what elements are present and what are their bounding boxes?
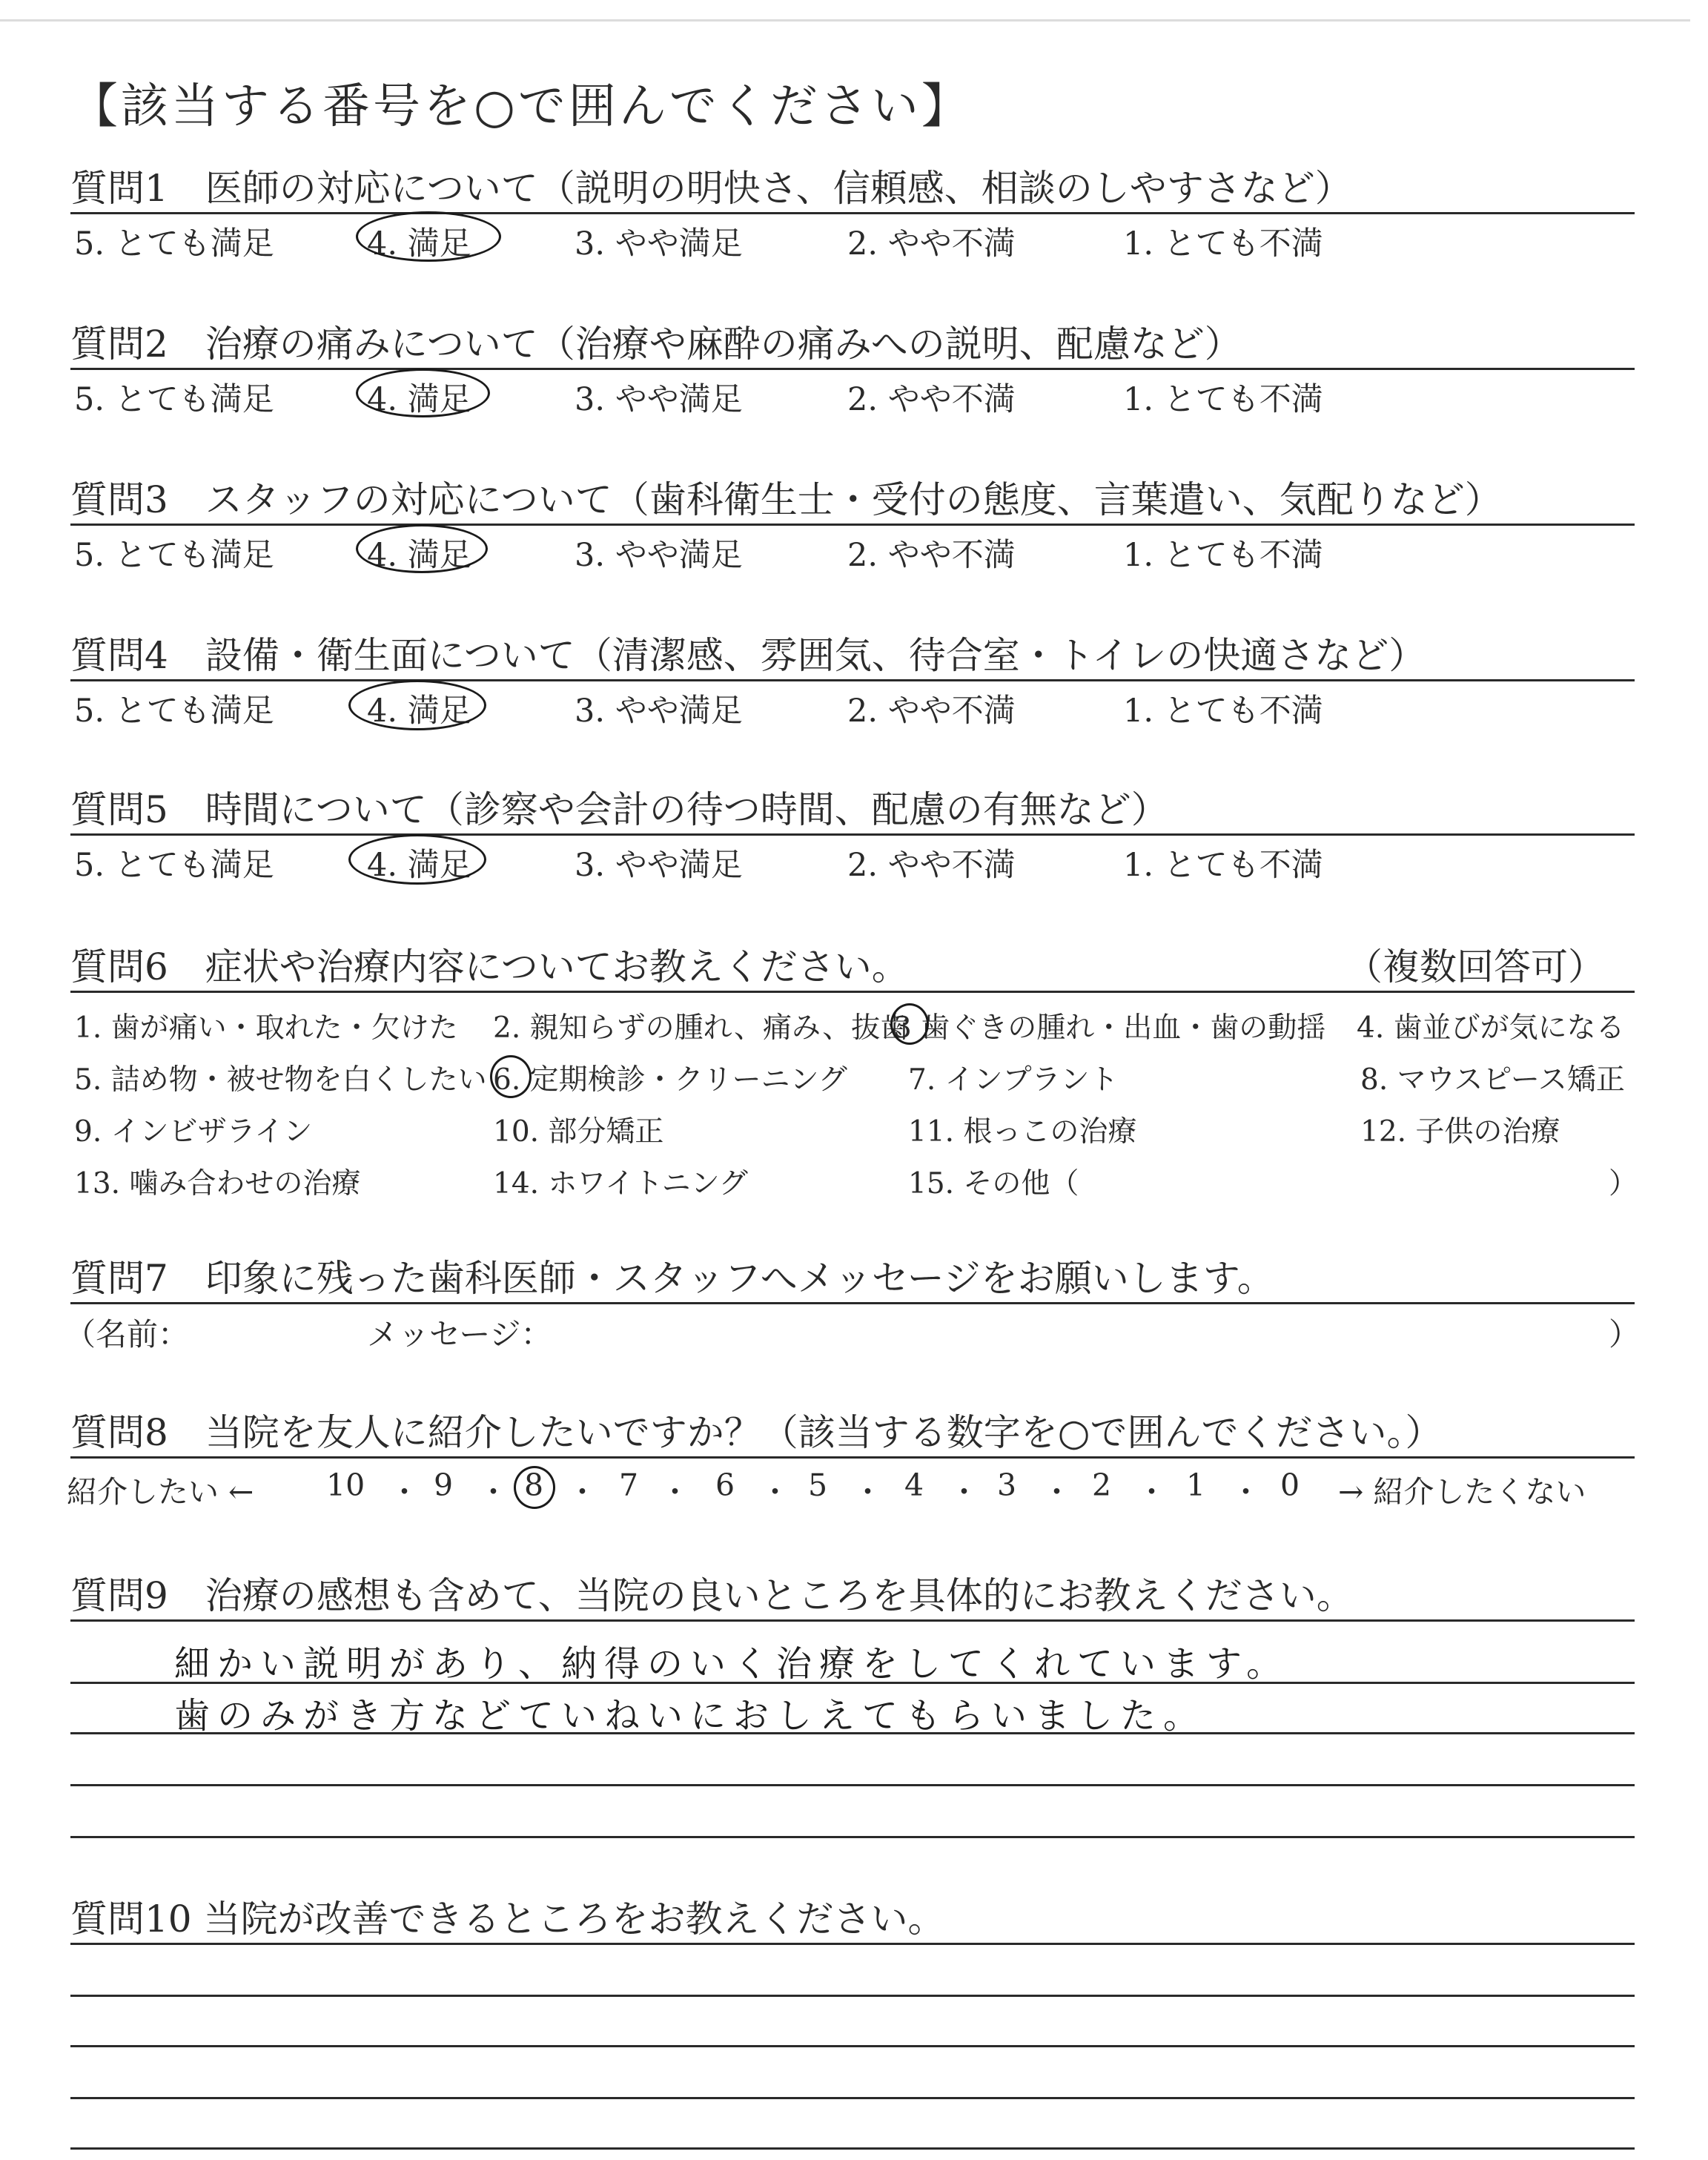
- question-2-options: [70, 370, 1635, 422]
- recommend-label: 紹介したい ←: [67, 1474, 254, 1510]
- question-2: [70, 320, 1635, 422]
- option-2[interactable]: 2. やや不満: [847, 225, 1016, 262]
- question-10-title: 質問10 当院が改善できるところをお教えください。: [70, 1898, 945, 1941]
- question-5-options: [70, 836, 1635, 888]
- question-6-title-row: [70, 943, 1635, 991]
- option-4-selected[interactable]: 4. 満足: [367, 847, 471, 884]
- handwritten-answer-line-1[interactable]: 細かい説明があり、納得のいく治療をしてくれています。: [174, 1643, 1290, 1685]
- selection-circle: [890, 1003, 929, 1045]
- scale-dot: ・: [1042, 1474, 1072, 1510]
- scale-dot: ・: [478, 1474, 509, 1510]
- option-2[interactable]: 2. やや不満: [847, 847, 1016, 884]
- answer-line: [70, 2045, 1635, 2047]
- symptom-option-8[interactable]: 8. マウスピース矯正: [1360, 1063, 1625, 1097]
- message-close-paren: ）: [1609, 1316, 1641, 1353]
- option-5[interactable]: 5. とても満足: [74, 693, 274, 730]
- question-8: [67, 1409, 1635, 1510]
- scale-6[interactable]: 6: [715, 1467, 735, 1503]
- option-1[interactable]: 1. とても不満: [1123, 381, 1323, 418]
- scale-2[interactable]: 2: [1092, 1467, 1112, 1503]
- multiple-answers-note: （複数回答可）: [1345, 945, 1605, 988]
- recommend-scale: [67, 1459, 1635, 1510]
- option-2[interactable]: 2. やや不満: [847, 537, 1016, 574]
- scale-3[interactable]: 3: [997, 1467, 1017, 1503]
- question-4: [70, 632, 1635, 733]
- scale-4[interactable]: 4: [904, 1467, 924, 1503]
- answer-line: [70, 1995, 1635, 1997]
- question-5: [70, 786, 1635, 888]
- symptom-option-7[interactable]: 7. インプラント: [908, 1063, 1119, 1097]
- scan-edge-line: [0, 19, 1690, 22]
- selection-circle: [514, 1466, 555, 1509]
- scale-1[interactable]: 1: [1186, 1467, 1206, 1503]
- message-field[interactable]: [64, 1304, 1641, 1356]
- option-3[interactable]: 3. やや満足: [575, 693, 743, 730]
- option-4-selected[interactable]: 4. 満足: [367, 537, 471, 574]
- message-label: メッセージ：: [367, 1316, 552, 1353]
- question-2-title: 質問2 治療の痛みについて（治療や麻酔の痛みへの説明、配慮など）: [70, 323, 1242, 366]
- other-close-paren: ）: [1609, 1167, 1638, 1200]
- question-6-options: [70, 993, 1638, 1200]
- question-9-title: 質問9 治療の感想も含めて、当院の良いところを具体的にお教えください。: [70, 1574, 1354, 1617]
- symptom-option-10[interactable]: 10. 部分矯正: [493, 1115, 664, 1149]
- question-3-options: [70, 526, 1635, 578]
- question-1: [70, 165, 1635, 266]
- question-7: [64, 1255, 1641, 1356]
- option-3[interactable]: 3. やや満足: [575, 225, 743, 262]
- symptom-option-13[interactable]: 13. 噛み合わせの治療: [74, 1167, 361, 1200]
- scale-9[interactable]: 9: [434, 1467, 454, 1503]
- question-4-title: 質問4 設備・衛生面について（清潔感、雰囲気、待合室・トイレの快適さなど）: [70, 634, 1426, 677]
- selection-circle: [356, 211, 501, 262]
- question-1-title: 質問1 医師の対応について（説明の明快さ、信頼感、相談のしやすさなど）: [70, 167, 1352, 210]
- symptom-option-3-selected[interactable]: 3 歯ぐきの腫れ・出血・歯の動揺: [893, 1011, 1326, 1045]
- symptom-option-11[interactable]: 11. 根っこの治療: [908, 1115, 1137, 1149]
- question-8-title: 質問8 当院を友人に紹介したいですか？（該当する数字を○で囲んでください。）: [70, 1411, 1443, 1454]
- option-2[interactable]: 2. やや不満: [847, 693, 1016, 730]
- question-9: [70, 1572, 1635, 1622]
- handwritten-answer-line-2[interactable]: 歯のみがき方などていねいにおしえてもらいました。: [174, 1695, 1207, 1737]
- selection-circle: [356, 369, 490, 417]
- scale-dot: ・: [567, 1474, 598, 1510]
- symptom-option-15-other[interactable]: 15. その他（: [908, 1167, 1079, 1200]
- divider: [70, 1619, 1635, 1622]
- selection-circle: [348, 680, 486, 730]
- question-6: [70, 943, 1638, 1200]
- answer-line: [70, 2147, 1635, 2150]
- question-5-title: 質問5 時間について（診察や会計の待つ時間、配慮の有無など）: [70, 788, 1168, 831]
- scale-8-selected[interactable]: 8: [524, 1467, 544, 1503]
- option-5[interactable]: 5. とても満足: [74, 847, 274, 884]
- option-4-selected[interactable]: 4. 満足: [367, 225, 471, 262]
- scale-dot: ・: [1231, 1474, 1261, 1510]
- option-4-selected[interactable]: 4. 満足: [367, 693, 471, 730]
- question-6-title: 質問6 症状や治療内容についてお教えください。: [70, 945, 909, 988]
- symptom-option-1[interactable]: 1. 歯が痛い・取れた・欠けた: [74, 1011, 458, 1045]
- answer-line: [70, 1784, 1635, 1786]
- selection-circle: [490, 1055, 532, 1098]
- question-1-options: [70, 214, 1635, 266]
- symptom-option-2[interactable]: 2. 親知らずの腫れ、痛み、抜歯: [493, 1011, 910, 1045]
- answer-line: [70, 2097, 1635, 2099]
- symptom-option-6-selected[interactable]: 6. 定期検診・クリーニング: [493, 1063, 847, 1097]
- option-2[interactable]: 2. やや不満: [847, 381, 1016, 418]
- question-4-options: [70, 681, 1635, 733]
- option-5[interactable]: 5. とても満足: [74, 537, 274, 574]
- scale-0[interactable]: 0: [1280, 1467, 1300, 1503]
- scale-dot: ・: [853, 1474, 883, 1510]
- option-1[interactable]: 1. とても不満: [1123, 693, 1323, 730]
- symptom-option-4[interactable]: 4. 歯並びが気になる: [1357, 1011, 1625, 1045]
- scale-dot: ・: [389, 1474, 420, 1510]
- scale-dot: ・: [660, 1474, 690, 1510]
- option-3[interactable]: 3. やや満足: [575, 847, 743, 884]
- option-5[interactable]: 5. とても満足: [74, 225, 274, 262]
- question-7-title: 質問7 印象に残った歯科医師・スタッフへメッセージをお願いします。: [70, 1257, 1274, 1300]
- symptom-option-5[interactable]: 5. 詰め物・被せ物を白くしたい: [74, 1063, 487, 1097]
- option-1[interactable]: 1. とても不満: [1123, 537, 1323, 574]
- scale-dot: ・: [1136, 1474, 1167, 1510]
- symptom-option-9[interactable]: 9. インビザライン: [74, 1115, 313, 1149]
- scale-5[interactable]: 5: [808, 1467, 828, 1503]
- option-4-selected[interactable]: 4. 満足: [367, 381, 471, 418]
- selection-circle: [348, 834, 486, 885]
- form-instruction-title: 【該当する番号を○で囲んでください】: [70, 79, 972, 134]
- selection-circle: [356, 524, 488, 573]
- scale-dot: ・: [949, 1474, 979, 1510]
- divider: [70, 1943, 1635, 1945]
- scale-10[interactable]: 10: [326, 1467, 365, 1503]
- option-3[interactable]: 3. やや満足: [575, 537, 743, 574]
- scale-7[interactable]: 7: [619, 1467, 639, 1503]
- option-1[interactable]: 1. とても不満: [1123, 225, 1323, 262]
- option-5[interactable]: 5. とても満足: [74, 381, 274, 418]
- answer-line: [70, 1836, 1635, 1838]
- not-recommend-label: → 紹介したくない: [1338, 1474, 1586, 1510]
- symptom-option-14[interactable]: 14. ホワイトニング: [493, 1167, 748, 1200]
- symptom-option-12[interactable]: 12. 子供の治療: [1360, 1115, 1560, 1149]
- name-label: （名前：: [64, 1316, 190, 1353]
- option-3[interactable]: 3. やや満足: [575, 381, 743, 418]
- scale-dot: ・: [760, 1474, 790, 1510]
- option-1[interactable]: 1. とても不満: [1123, 847, 1323, 884]
- question-3: [70, 476, 1635, 578]
- question-3-title: 質問3 スタッフの対応について（歯科衛生士・受付の態度、言葉遣い、気配りなど）: [70, 478, 1502, 521]
- question-10: [70, 1895, 1635, 1945]
